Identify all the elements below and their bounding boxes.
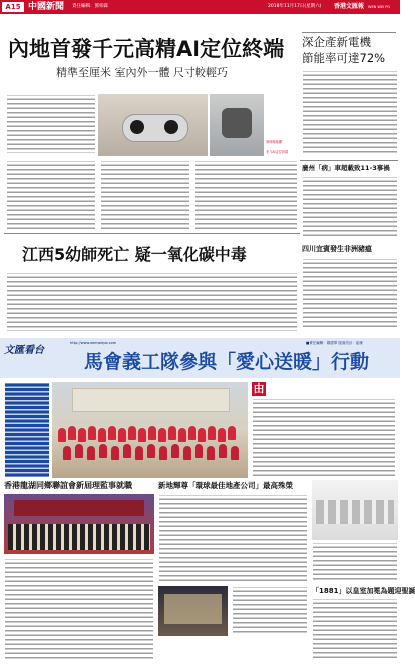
product-row bbox=[316, 500, 394, 524]
sidebar1-rule bbox=[302, 32, 396, 33]
pig-body bbox=[302, 258, 398, 330]
ad-1881-photo bbox=[312, 480, 398, 540]
paper-name-en: WEN WEI PO bbox=[368, 5, 391, 9]
paper-name: 香港文匯報 bbox=[334, 3, 365, 10]
sidebar2-body bbox=[302, 176, 398, 240]
lead-body-col1 bbox=[6, 94, 96, 154]
editor-credit: 責任編輯：鄧柏霖 bbox=[72, 4, 108, 9]
sidebar1-body bbox=[302, 70, 398, 154]
hk-body bbox=[4, 558, 154, 662]
stage-banner bbox=[14, 500, 144, 516]
sidebar2-headline: 廣州「病」車超載致11-3事禍 bbox=[302, 164, 390, 172]
lead-photo-caption: 深圳晚報攝 bbox=[266, 140, 282, 144]
volunteer-group bbox=[52, 410, 248, 478]
shk-headline: 新地輝尊「環球最佳地產公司」最高殊榮 bbox=[158, 481, 293, 490]
lead-body-col4 bbox=[194, 160, 298, 230]
hk-photo bbox=[4, 494, 154, 554]
event-backdrop bbox=[72, 388, 230, 412]
sidebar2-rule bbox=[300, 160, 398, 161]
feature-credit: ■責任編輯：鄭德華 版面設計：崔雁 bbox=[306, 341, 363, 345]
ad-1881-intro bbox=[312, 542, 398, 582]
shk-body bbox=[158, 494, 308, 584]
sidebar1-headline-2: 節能率可達72% bbox=[302, 51, 386, 65]
feature-url[interactable]: http://www.wenweipo.com bbox=[70, 341, 117, 345]
shk-body-2 bbox=[232, 586, 308, 636]
feature-body bbox=[252, 398, 396, 478]
feature-drop-cap: 由 bbox=[253, 382, 265, 395]
pig-headline: 四川宜賓發生非洲豬瘟 bbox=[302, 245, 372, 253]
lead-subhead: 精準至厘米 室內外一體 尺寸較輕巧 bbox=[56, 66, 228, 79]
feature-blue-column bbox=[4, 382, 50, 478]
feature-group-photo bbox=[52, 382, 248, 478]
jiangxi-headline: 江西5幼師死亡 疑一氧化碳中毒 bbox=[22, 245, 247, 264]
lead-photo-2 bbox=[210, 94, 264, 156]
page-number-badge: A15 bbox=[2, 2, 24, 12]
ad-1881-headline: 「1881」以皇室加冕為題迎聖誕 bbox=[312, 587, 415, 595]
jiangxi-rule bbox=[4, 233, 300, 234]
section-title: 中國新聞 bbox=[28, 2, 65, 12]
stage-crowd bbox=[8, 524, 150, 550]
lead-body-col2 bbox=[6, 160, 96, 230]
device-lens-left bbox=[130, 120, 144, 134]
sidebar1-headline-1: 深企產新電機 bbox=[302, 35, 371, 49]
award-stage bbox=[164, 594, 222, 624]
hk-headline: 香港龍湖同鄉聯誼會新屆理監事就職 bbox=[4, 481, 132, 490]
device-closeup bbox=[222, 108, 252, 138]
lead-body-col3 bbox=[100, 160, 190, 230]
lead-photo bbox=[98, 94, 208, 156]
shk-photo bbox=[158, 586, 228, 636]
date-line: 2018年11月17日(星期六) bbox=[268, 4, 322, 9]
lead-headline: 內地首發千元高精AI定位終端 bbox=[8, 37, 285, 61]
feature-logo: 文匯看台 bbox=[4, 345, 44, 356]
ad-1881-body bbox=[312, 598, 398, 662]
jiangxi-body bbox=[6, 272, 298, 332]
lead-photo-caption-2: 北斗AI定位終端 bbox=[266, 150, 289, 154]
device-lens-right bbox=[164, 120, 178, 134]
feature-headline: 馬會義工隊參與「愛心送暖」行動 bbox=[84, 351, 370, 373]
